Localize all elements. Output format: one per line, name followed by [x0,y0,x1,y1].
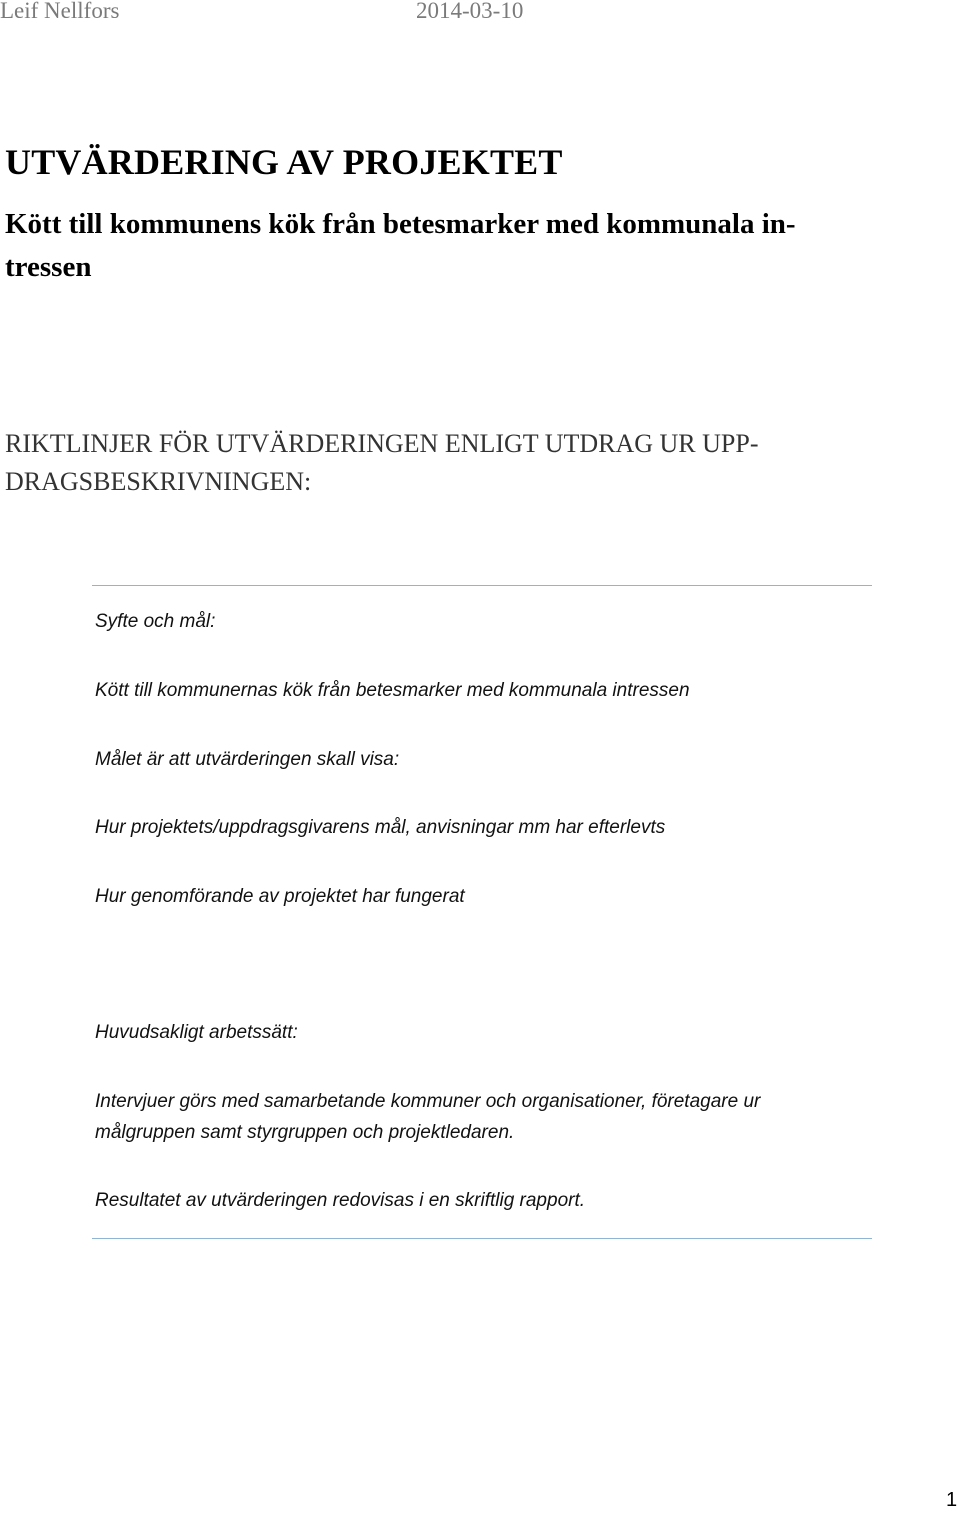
purpose-line: Hur genomförande av projektet har fungerat [95,886,465,907]
document-subtitle-line: tressen [5,251,92,283]
guidelines-heading-line: DRAGSBESKRIVNINGEN: [5,467,312,496]
bottom-divider [92,1238,872,1239]
method-line: målgruppen samt styrgruppen och projektledaren. [95,1122,515,1143]
purpose-heading: Syfte och mål: [95,611,216,632]
document-subtitle-line: Kött till kommunens kök från betesmarker med kommunala in- [5,208,796,240]
guidelines-heading-line: RIKTLINJER FÖR UTVÄRDERINGEN ENLIGT UTDRAG UR UPP- [5,429,759,458]
top-divider [92,585,872,586]
purpose-line: Hur projektets/uppdragsgivarens mål, anvisningar mm har efterlevts [95,817,666,838]
purpose-line: Målet är att utvärderingen skall visa: [95,749,400,770]
method-line: Resultatet av utvärderingen redovisas i en skriftlig rapport. [95,1190,586,1211]
method-line: Intervjuer görs med samarbetande kommuner och organisationer, företagare ur [95,1091,761,1112]
page-number: 1 [946,1489,958,1511]
document-title: UTVÄRDERING AV PROJEKTET [5,142,563,182]
header-author: Leif Nellfors [0,0,120,23]
method-heading: Huvudsakligt arbetssätt: [95,1022,298,1043]
purpose-line: Kött till kommunernas kök från betesmarker med kommunala intressen [95,680,690,701]
header-date: 2014-03-10 [416,0,524,23]
